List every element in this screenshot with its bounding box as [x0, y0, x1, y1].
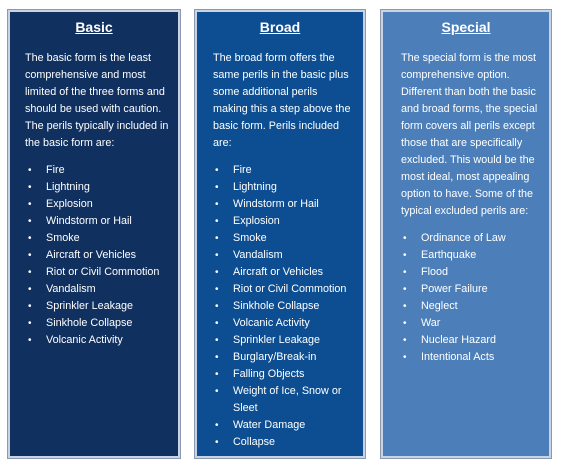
peril-list-item [197, 162, 363, 179]
peril-list-item [197, 264, 363, 281]
peril-list-item [197, 315, 363, 332]
peril-label: Sprinkler Leakage [46, 300, 134, 312]
peril-label: Windstorm or Hail [46, 215, 132, 227]
peril-list-item [10, 332, 178, 349]
peril-label: Power Failure [421, 283, 488, 295]
bullet-icon: • [28, 165, 32, 176]
bullet-icon: • [215, 335, 219, 346]
bullet-icon: • [403, 301, 407, 312]
peril-list-item [383, 332, 549, 349]
peril-label: Explosion [46, 198, 93, 210]
bullet-icon: • [28, 199, 32, 210]
bullet-icon: • [215, 386, 219, 397]
peril-list-item [10, 315, 178, 332]
peril-list-item [383, 281, 549, 298]
peril-list-item [383, 247, 549, 264]
basic-perils-list [10, 162, 178, 349]
peril-label: Riot or Civil Commotion [233, 283, 347, 295]
basic-form-title: Basic [75, 19, 113, 35]
peril-list-item [197, 383, 363, 417]
peril-label: Vandalism [46, 283, 96, 295]
peril-label: Aircraft or Vehicles [233, 266, 324, 278]
peril-label: Volcanic Activity [233, 317, 310, 329]
peril-label: Smoke [233, 232, 267, 244]
bullet-icon: • [28, 250, 32, 261]
bullet-icon: • [215, 437, 219, 448]
peril-list-item [10, 162, 178, 179]
bullet-icon: • [215, 250, 219, 261]
peril-list-item [383, 315, 549, 332]
bullet-icon: • [28, 182, 32, 193]
bullet-icon: • [28, 233, 32, 244]
peril-list-item [10, 230, 178, 247]
special-excluded-perils-list [383, 230, 549, 366]
bullet-icon: • [215, 165, 219, 176]
bullet-icon: • [403, 233, 407, 244]
bullet-icon: • [403, 352, 407, 363]
bullet-icon: • [215, 318, 219, 329]
peril-label: Sinkhole Collapse [233, 300, 320, 312]
peril-list-item [197, 179, 363, 196]
peril-label: Vandalism [233, 249, 283, 261]
broad-perils-list [197, 162, 363, 451]
peril-list-item [10, 213, 178, 230]
peril-list-item [197, 230, 363, 247]
peril-label: Lightning [46, 181, 90, 193]
peril-list-item [10, 247, 178, 264]
peril-label: Neglect [421, 300, 458, 312]
peril-label: Aircraft or Vehicles [46, 249, 137, 261]
peril-list-item [197, 196, 363, 213]
peril-label: Riot or Civil Commotion [46, 266, 160, 278]
broad-form-title: Broad [259, 19, 301, 35]
peril-list-item [383, 264, 549, 281]
broad-form-description: The broad form offers the same perils in the basic plus some additional perils making this a step above the basic form. Perils included are: [213, 52, 351, 149]
bullet-icon: • [403, 318, 407, 329]
peril-list-item [197, 281, 363, 298]
peril-list-item [197, 213, 363, 230]
basic-form-panel [8, 10, 180, 458]
peril-label: Sprinkler Leakage [233, 334, 321, 346]
bullet-icon: • [215, 182, 219, 193]
bullet-icon: • [28, 318, 32, 329]
peril-label: Collapse [233, 436, 276, 448]
bullet-icon: • [403, 250, 407, 261]
bullet-icon: • [403, 284, 407, 295]
peril-label: Nuclear Hazard [421, 334, 497, 346]
broad-form-panel [195, 10, 365, 458]
basic-form-description: The basic form is the least comprehensive and most limited of the three forms and should be used with caution. The perils typically included in the basic form are: [25, 52, 169, 149]
bullet-icon: • [215, 267, 219, 278]
peril-label: Flood [421, 266, 449, 278]
peril-label: Intentional Acts [421, 351, 495, 363]
peril-list-item [197, 434, 363, 451]
peril-list-item [197, 417, 363, 434]
peril-label: Windstorm or Hail [233, 198, 319, 210]
peril-list-item [197, 332, 363, 349]
special-form-description: The special form is the most comprehensive option. Different than both the basic and broad forms, the special form covers all perils except those that are specifically excluded. This would be the most ideal, most appealing option to have. Some of the typical excluded perils are: [401, 52, 538, 217]
peril-list-item [10, 264, 178, 281]
peril-label: War [421, 317, 441, 329]
special-form-panel [381, 10, 551, 458]
peril-label: Explosion [233, 215, 280, 227]
peril-label: Falling Objects [233, 368, 305, 380]
peril-label: Volcanic Activity [46, 334, 123, 346]
peril-list-item [10, 281, 178, 298]
peril-list-item [10, 179, 178, 196]
peril-list-item [10, 298, 178, 315]
bullet-icon: • [28, 335, 32, 346]
peril-label: Water Damage [233, 419, 306, 431]
bullet-icon: • [28, 216, 32, 227]
peril-label: Fire [233, 164, 252, 176]
peril-list-item [197, 298, 363, 315]
peril-label: Sinkhole Collapse [46, 317, 133, 329]
peril-label: Earthquake [421, 249, 477, 261]
bullet-icon: • [215, 199, 219, 210]
peril-label: Weight of Ice, Snow or Sleet [233, 385, 342, 414]
bullet-icon: • [215, 233, 219, 244]
peril-label: Burglary/Break-in [233, 351, 317, 363]
bullet-icon: • [403, 267, 407, 278]
peril-list-item [197, 349, 363, 366]
bullet-icon: • [28, 267, 32, 278]
peril-list-item [383, 349, 549, 366]
bullet-icon: • [215, 216, 219, 227]
bullet-icon: • [215, 301, 219, 312]
peril-list-item [10, 196, 178, 213]
peril-label: Ordinance of Law [421, 232, 506, 244]
bullet-icon: • [403, 335, 407, 346]
peril-label: Smoke [46, 232, 80, 244]
special-form-title: Special [441, 19, 491, 35]
bullet-icon: • [215, 352, 219, 363]
peril-list-item [383, 298, 549, 315]
bullet-icon: • [215, 369, 219, 380]
bullet-icon: • [215, 420, 219, 431]
bullet-icon: • [28, 301, 32, 312]
peril-label: Lightning [233, 181, 277, 193]
bullet-icon: • [215, 284, 219, 295]
peril-list-item [197, 247, 363, 264]
peril-list-item [383, 230, 549, 247]
peril-list-item [197, 366, 363, 383]
peril-label: Fire [46, 164, 65, 176]
bullet-icon: • [28, 284, 32, 295]
